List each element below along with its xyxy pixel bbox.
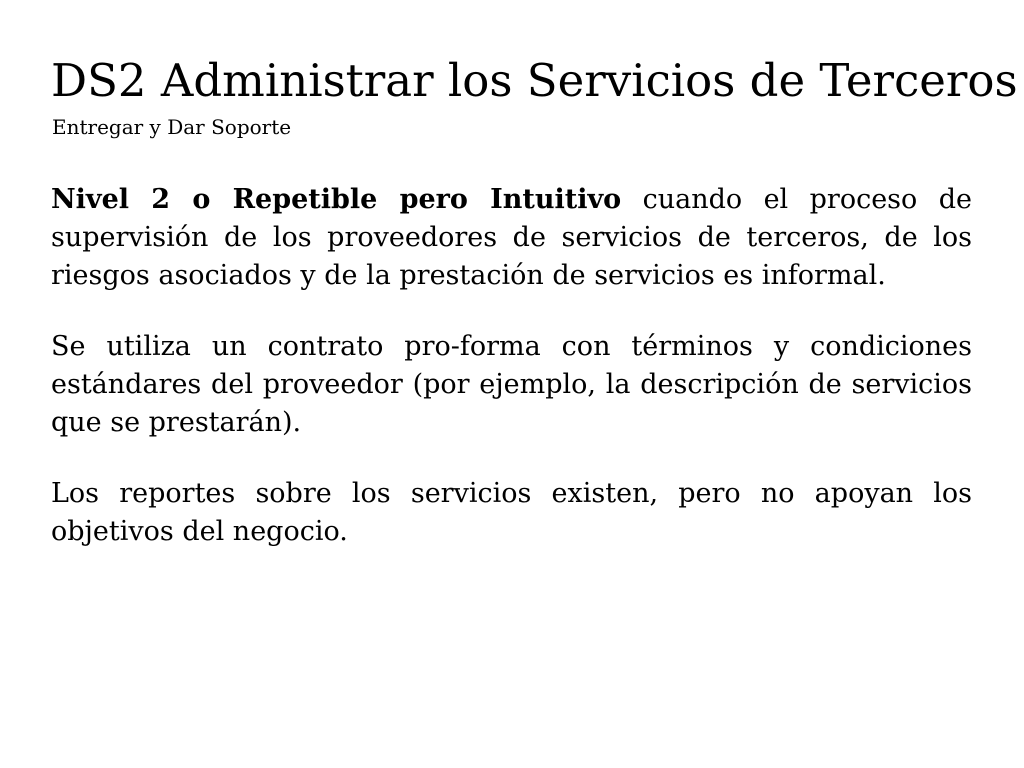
paragraph-contract: Se utiliza un contrato pro-forma con términos y condiciones estándares del proveedor (por ejemplo, la descripción de servicios que se prestarán). (51, 331, 972, 438)
slide-subtitle: Entregar y Dar Soporte (52, 115, 292, 139)
paragraph-reports: Los reportes sobre los servicios existen, pero no apoyan los objetivos del negocio. (51, 478, 972, 547)
paragraph-maturity-level (51, 181, 972, 295)
maturity-level-heading: Nivel 2 o Repetible pero Intuitivo (51, 184, 622, 215)
maturity-level-description: cuando el proceso de supervisión de los proveedores de servicios de terceros, de los riesgos asociados y de la prestación de servicios es informal. (51, 184, 972, 291)
slide-title: DS2 Administrar los Servicios de Terceros (51, 54, 1018, 107)
slide-body (51, 181, 972, 584)
